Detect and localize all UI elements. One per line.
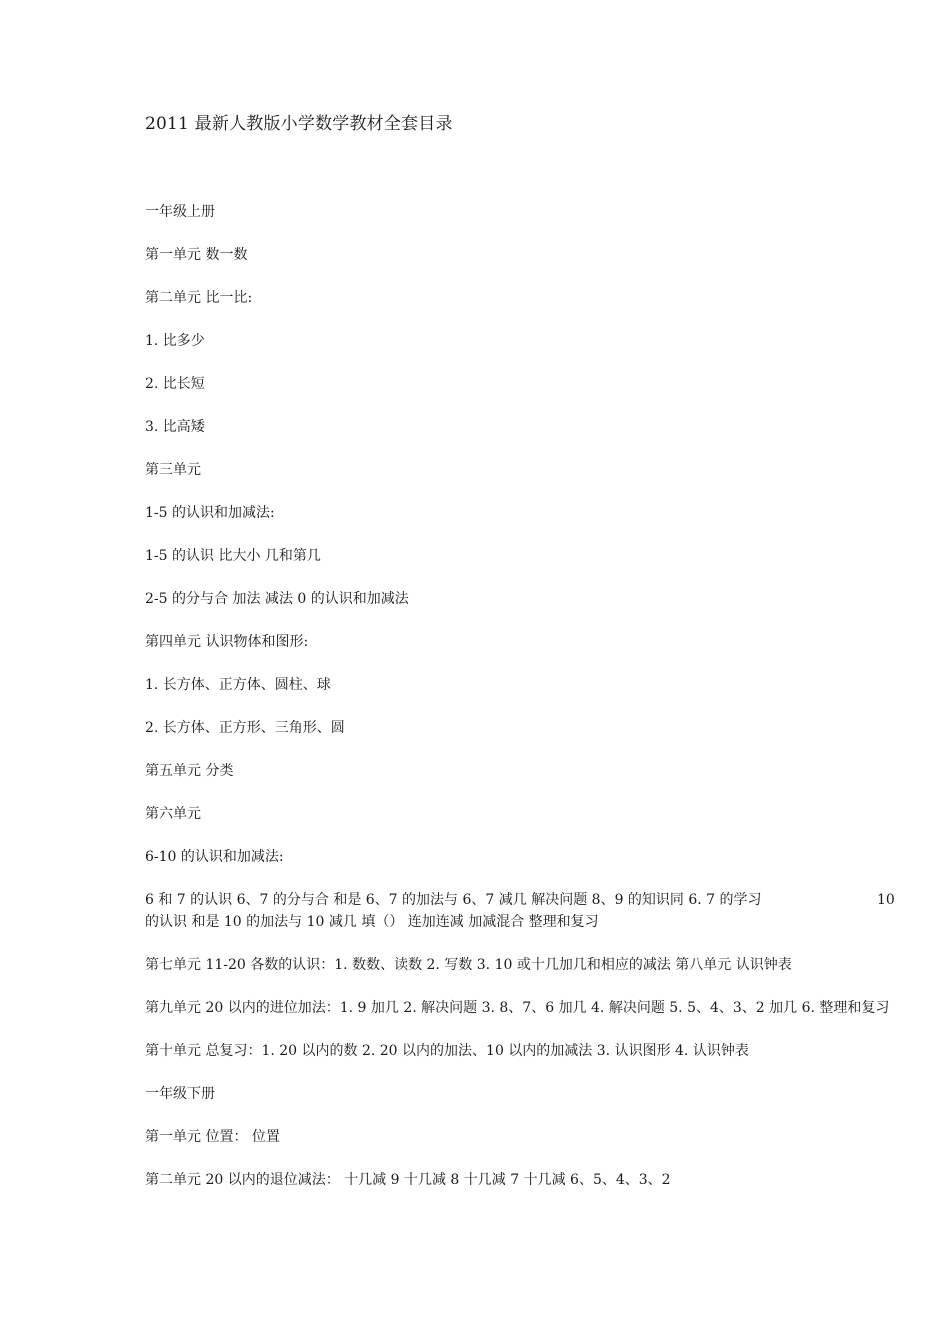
unit-6-line: 第六单元 bbox=[145, 806, 201, 822]
unit-3-item-2: 2-5 的分与合 加法 减法 0 的认识和加减法 bbox=[145, 591, 409, 607]
unit-4-item-1: 1. 长方体、正方体、圆柱、球 bbox=[145, 677, 331, 693]
unit-6-items-row-1: 6 和 7 的认识 6、7 的分与合 和是 6、7 的加法与 6、7 减几 解决问题 8、9 的知识同 6. 7 的学习 bbox=[145, 892, 762, 908]
document-title: 2011 最新人教版小学数学教材全套目录 bbox=[145, 114, 453, 134]
unit-3-item-1: 1-5 的认识 比大小 几和第几 bbox=[145, 548, 321, 564]
unit-5-line: 第五单元 分类 bbox=[145, 763, 234, 779]
unit-3-line: 第三单元 bbox=[145, 462, 201, 478]
unit-4-line: 第四单元 认识物体和图形: bbox=[145, 634, 309, 650]
unit-2-line: 第二单元 比一比: bbox=[145, 290, 253, 306]
unit-4-item-2: 2. 长方体、正方形、三角形、圆 bbox=[145, 720, 345, 736]
grade-heading-1b: 一年级下册 bbox=[145, 1086, 215, 1102]
unit-2-item-1: 1. 比多少 bbox=[145, 333, 205, 349]
unit-2-item-2: 2. 比长短 bbox=[145, 376, 205, 392]
unit-1b-2-line: 第二单元 20 以内的退位减法： 十几减 9 十几减 8 十几减 7 十几减 6、5、4、3、2 bbox=[145, 1172, 671, 1188]
unit-9-line: 第九单元 20 以内的进位加法：1. 9 加几 2. 解决问题 3. 8、7、6 加几 4. 解决问题 5. 5、4、3、2 加几 6. 整理和复习 bbox=[145, 1000, 890, 1016]
unit-7-8-line: 第七单元 11-20 各数的认识：1. 数数、读数 2. 写数 3. 10 或十几加几和相应的减法 第八单元 认识钟表 bbox=[145, 957, 792, 973]
unit-6-items-row-2: 的认识 和是 10 的加法与 10 减几 填（） 连加连减 加减混合 整理和复习 bbox=[145, 914, 599, 930]
unit-1b-1-line: 第一单元 位置： 位置 bbox=[145, 1129, 280, 1145]
unit-3-subtitle: 1-5 的认识和加减法: bbox=[145, 505, 275, 521]
unit-10-line: 第十单元 总复习：1. 20 以内的数 2. 20 以内的加法、10 以内的加减法 3. 认识图形 4. 认识钟表 bbox=[145, 1043, 749, 1059]
unit-6-subtitle: 6-10 的认识和加减法: bbox=[145, 849, 284, 865]
grade-heading-1a: 一年级上册 bbox=[145, 204, 215, 220]
unit-6-items-row-1-end: 10 bbox=[877, 892, 895, 908]
unit-2-item-3: 3. 比高矮 bbox=[145, 419, 205, 435]
unit-1-line: 第一单元 数一数 bbox=[145, 247, 248, 263]
